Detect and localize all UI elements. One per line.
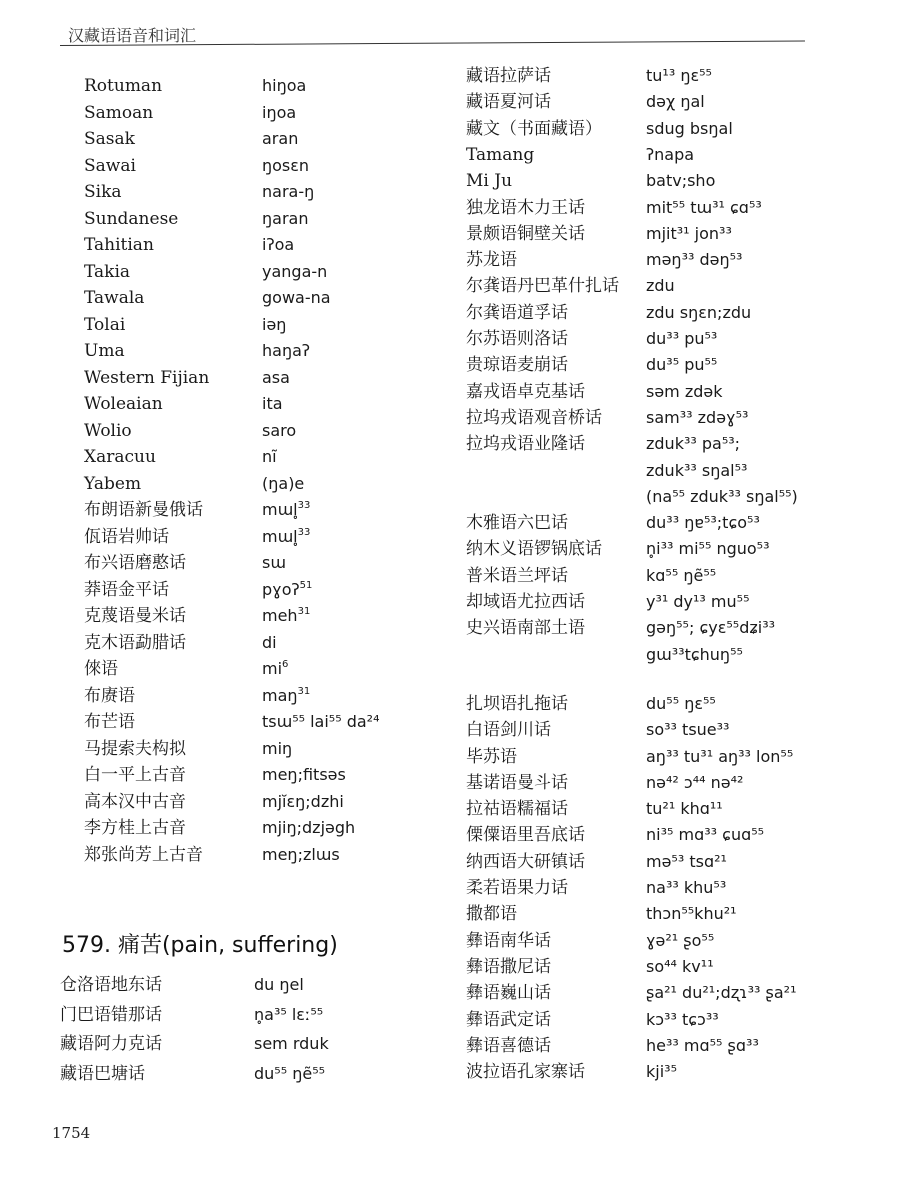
word-form-text: di <box>262 632 277 652</box>
language-name: 彝语南华话 <box>466 930 551 951</box>
word-form <box>646 382 723 402</box>
word-form <box>262 368 290 388</box>
language-name: 李方桂上古音 <box>84 818 186 838</box>
language-name: Mi Ju <box>466 171 513 192</box>
language-name: 拉祜语糯福话 <box>466 799 568 820</box>
language-name: 彝语撒尼话 <box>466 956 551 977</box>
word-form <box>646 645 743 665</box>
word-form-text: mɯl̥ <box>262 500 298 519</box>
word-form-text: batv;sho <box>646 171 716 191</box>
tone-superscript: 33 <box>297 526 311 538</box>
word-form <box>262 500 310 520</box>
word-form-text: so⁴⁴ kv¹¹ <box>646 956 714 976</box>
tone-superscript: 33 <box>297 500 311 511</box>
word-form <box>646 329 717 349</box>
word-form-text: (na⁵⁵ zduk³³ sŋal⁵⁵) <box>646 486 798 506</box>
word-form <box>646 799 723 819</box>
word-form-text: ŋaran <box>262 208 309 228</box>
word-form <box>262 474 304 494</box>
word-form-text: pɣoʔ <box>262 579 300 599</box>
language-name: Sasak <box>84 129 135 149</box>
word-form <box>646 303 751 323</box>
word-form-text: du⁵⁵ ŋɛ⁵⁵ <box>646 693 716 713</box>
word-form-text: meŋ;fitsəs <box>262 765 346 784</box>
word-form-text: aŋ³³ tu³¹ aŋ³³ lon⁵⁵ <box>646 746 794 766</box>
word-form <box>646 983 797 1003</box>
language-name: 布兴语磨憨话 <box>84 553 186 573</box>
word-form-text: sdug bsŋal <box>646 118 733 138</box>
language-name: 藏语夏河话 <box>466 92 551 113</box>
word-form <box>646 198 762 218</box>
word-form-text: du³³ pu⁵³ <box>646 329 718 348</box>
section-heading: 579. 痛苦(pain, suffering) <box>62 933 338 958</box>
word-form <box>262 129 298 149</box>
word-form <box>646 276 675 296</box>
word-form-text: nə⁴² ɔ⁴⁴ nə⁴² <box>646 772 744 792</box>
word-form-text: kji³⁵ <box>646 1062 677 1082</box>
word-form-text: he³³ mɑ⁵⁵ ʂɑ³³ <box>646 1035 759 1055</box>
language-name: 布赓语 <box>84 685 135 706</box>
word-form-text: nara-ŋ <box>262 182 315 201</box>
language-name: 尔苏语则洛话 <box>466 329 568 349</box>
language-name: Tolai <box>84 314 126 335</box>
word-form <box>646 957 714 977</box>
word-form <box>646 720 729 740</box>
language-name: 克蔑语曼米话 <box>84 606 186 626</box>
word-form-text: du ŋel <box>254 975 304 994</box>
language-name: 克木语勐腊话 <box>84 632 186 653</box>
word-form <box>262 686 310 706</box>
word-form <box>646 618 775 638</box>
tone-superscript: 51 <box>299 579 313 591</box>
language-name: 藏文（书面藏语） <box>466 118 602 139</box>
language-name: 藏语巴塘话 <box>60 1063 145 1084</box>
language-name: 布朗语新曼俄话 <box>84 500 203 520</box>
language-name: 白语剑川话 <box>466 720 551 741</box>
language-name: 撒都语 <box>466 904 517 925</box>
language-name: 藏语阿力克话 <box>60 1034 162 1054</box>
word-form-text: thɔn⁵⁵khu²¹ <box>646 904 737 924</box>
word-form-text: sam³³ zdəɣ⁵³ <box>646 407 749 427</box>
language-name: 白一平上古音 <box>84 765 186 785</box>
word-form <box>262 341 310 361</box>
word-form-text: mjit³¹ jon³³ <box>646 223 732 243</box>
word-form-text: zdu <box>646 276 675 296</box>
language-name: 木雅语六巴话 <box>466 513 568 534</box>
language-name: Sika <box>84 182 122 202</box>
word-form-text: mjĭɛŋ;dzhi <box>262 791 344 811</box>
word-form-text: so³³ tsue³³ <box>646 720 730 740</box>
language-name: 门巴语错那话 <box>60 1004 162 1025</box>
word-form-text: iʔoa <box>262 235 295 254</box>
language-name: 彝语喜德话 <box>466 1035 551 1056</box>
language-name: 郑张尚芳上古音 <box>84 844 203 865</box>
word-form-text: miŋ <box>262 738 293 758</box>
word-form <box>254 1064 325 1084</box>
word-form <box>262 792 344 812</box>
word-form <box>646 119 733 139</box>
word-form <box>646 931 714 951</box>
word-form-text: ŋosɛn <box>262 155 310 175</box>
word-form-text: y³¹ dy¹³ mu⁵⁵ <box>646 592 750 611</box>
word-form <box>646 566 716 586</box>
language-name: 傈僳语里吾底话 <box>466 825 585 846</box>
word-form-text: zduk³³ sŋal⁵³ <box>646 460 748 480</box>
language-name: 拉坞戎语业隆话 <box>466 434 585 455</box>
word-form <box>262 818 355 838</box>
word-form <box>262 76 306 96</box>
word-form-text: ʔnapa <box>646 144 695 164</box>
running-header-title: 汉藏语语音和词汇 <box>68 26 197 45</box>
word-form <box>646 1010 719 1030</box>
word-form <box>646 224 732 244</box>
word-form <box>262 447 277 467</box>
language-name: 佤语岩帅话 <box>84 526 169 547</box>
language-name: Tawala <box>84 288 145 308</box>
word-form <box>646 539 770 559</box>
word-form <box>262 209 308 229</box>
word-form <box>646 904 737 924</box>
word-form-text: ɣə²¹ ʂo⁵⁵ <box>646 930 715 950</box>
word-form-text: dəχ ŋal <box>646 92 705 112</box>
language-name: 仓洛语地东话 <box>60 975 162 995</box>
language-name: Rotuman <box>84 76 163 96</box>
word-form <box>262 633 277 653</box>
word-form <box>262 288 331 308</box>
word-form-text: sem rduk <box>254 1034 329 1053</box>
language-name: 波拉语孔家寨话 <box>466 1062 585 1083</box>
word-form-text: hiŋoa <box>262 76 307 95</box>
word-form-text: səm zdək <box>646 381 723 401</box>
word-form-text: haŋaʔ <box>262 341 311 360</box>
word-form <box>262 739 292 759</box>
word-form-text: asa <box>262 367 290 387</box>
word-form <box>646 1062 677 1082</box>
word-form <box>254 975 304 995</box>
language-name: Wolio <box>84 420 132 441</box>
word-form-text: meŋ;zlɯs <box>262 844 340 864</box>
word-form-text: gowa-na <box>262 288 331 307</box>
word-form-text: meh <box>262 606 298 625</box>
word-form-text: mɯl̥ <box>262 526 298 546</box>
word-form-text: yanga-n <box>262 261 328 281</box>
language-name: 纳西语大研镇话 <box>466 851 585 872</box>
language-name: Takia <box>84 261 131 282</box>
word-form-text: maŋ <box>262 685 298 705</box>
word-form <box>262 182 314 202</box>
language-name: 拉坞戎语观音桥话 <box>466 407 602 428</box>
word-form <box>646 1036 759 1056</box>
word-form <box>262 235 294 255</box>
word-form <box>646 487 798 507</box>
word-form-text: n̥i³³ mi⁵⁵ nguo⁵³ <box>646 539 770 559</box>
language-name: 扎坝语扎拖话 <box>466 693 568 714</box>
language-name: 莽语金平话 <box>84 579 169 600</box>
language-name: Sawai <box>84 155 136 176</box>
word-form-text: zduk³³ pa⁵³; <box>646 434 741 454</box>
language-name: 嘉戎语卓克基话 <box>466 381 585 402</box>
language-name: Tamang <box>466 144 535 165</box>
word-form-text: ita <box>262 394 283 413</box>
word-form <box>262 659 288 679</box>
word-form-text: n̥a³⁵ lɛː⁵⁵ <box>254 1004 324 1024</box>
word-form <box>262 421 296 441</box>
language-name: Xaracuu <box>84 447 156 467</box>
word-form <box>262 262 327 282</box>
word-form <box>262 712 380 732</box>
page-number: 1754 <box>52 1124 91 1142</box>
word-form <box>646 592 749 612</box>
word-form <box>646 878 726 898</box>
word-form <box>262 156 309 176</box>
language-name: 藏语拉萨话 <box>466 66 551 86</box>
language-name: 彝语巍山话 <box>466 983 551 1004</box>
word-form-text: mit⁵⁵ tɯ³¹ ɕɑ⁵³ <box>646 197 762 217</box>
word-form <box>262 553 286 573</box>
language-name: 倈语 <box>84 659 118 679</box>
language-name: 却域语尤拉西话 <box>466 592 585 612</box>
word-form-text: tu²¹ khɑ¹¹ <box>646 799 723 819</box>
word-form <box>646 250 742 270</box>
word-form <box>262 527 310 547</box>
tone-superscript: 6 <box>282 659 289 670</box>
word-form-text: du³³ ŋɐ⁵³;tɕo⁵³ <box>646 513 760 533</box>
word-form <box>646 355 717 375</box>
word-form <box>254 1034 329 1054</box>
language-name: 高本汉中古音 <box>84 791 186 812</box>
language-name: 马提索夫构拟 <box>84 738 186 759</box>
word-form <box>262 845 340 865</box>
language-name: 史兴语南部土语 <box>466 618 585 639</box>
language-name: Samoan <box>84 102 154 123</box>
tone-superscript: 31 <box>297 606 311 617</box>
language-name: Woleaian <box>84 394 163 414</box>
word-form <box>646 66 712 86</box>
word-form <box>646 408 748 428</box>
word-form <box>646 513 760 533</box>
language-name: Tahitian <box>84 235 154 255</box>
word-form-text: mjiŋ;dzjəgh <box>262 818 356 837</box>
language-name: 彝语武定话 <box>466 1009 551 1030</box>
word-form-text: tu¹³ ŋɛ⁵⁵ <box>646 66 712 85</box>
word-form <box>646 694 716 714</box>
language-name: 普米语兰坪话 <box>466 565 568 586</box>
word-form-text: saro <box>262 420 297 440</box>
language-name: Uma <box>84 341 125 361</box>
word-form <box>646 145 694 165</box>
word-form <box>646 171 715 191</box>
language-name: 景颇语铜壁关话 <box>466 223 585 244</box>
language-name: 柔若语果力话 <box>466 878 568 898</box>
word-form <box>262 765 346 785</box>
word-form <box>262 315 286 335</box>
word-form-text: gɯ³³tɕhuŋ⁵⁵ <box>646 644 743 664</box>
word-form <box>262 394 283 414</box>
word-form <box>646 461 747 481</box>
word-form-text: kɑ⁵⁵ ŋẽ⁵⁵ <box>646 565 717 585</box>
language-name: 尔龚语丹巴革什扎话 <box>466 276 619 297</box>
word-form-text: (ŋa)e <box>262 473 305 493</box>
word-form-text: du³⁵ pu⁵⁵ <box>646 355 718 375</box>
word-form-text: ni³⁵ mɑ³³ ɕuɑ⁵⁵ <box>646 825 765 845</box>
word-form-text: məŋ³³ dəŋ⁵³ <box>646 250 743 270</box>
word-form <box>254 1005 323 1025</box>
language-name: 苏龙语 <box>466 250 517 271</box>
language-name: 贵琼语麦崩话 <box>466 355 568 376</box>
language-name: Western Fijian <box>84 367 210 388</box>
word-form <box>646 747 793 767</box>
word-form-text: tsɯ⁵⁵ lai⁵⁵ da²⁴ <box>262 712 380 731</box>
word-form <box>262 580 312 600</box>
word-form-text: mi <box>262 659 283 678</box>
word-form <box>646 852 727 872</box>
word-form-text: na³³ khu⁵³ <box>646 878 727 897</box>
language-name: Yabem <box>84 473 142 494</box>
word-form-text: kɔ³³ tɕɔ³³ <box>646 1009 719 1029</box>
word-form-text: aran <box>262 129 299 148</box>
word-form-text: ʂa²¹ du²¹;dʐɿ³³ ʂa²¹ <box>646 983 797 1003</box>
word-form-text: nĩ <box>262 447 277 466</box>
word-form <box>646 434 740 454</box>
word-form-text: mə⁵³ tsɑ²¹ <box>646 851 727 871</box>
language-name: 纳木义语锣锅底话 <box>466 539 602 560</box>
language-name: 毕苏语 <box>466 746 517 767</box>
language-name: Sundanese <box>84 208 179 229</box>
word-form-text: zdu sŋɛn;zdu <box>646 302 752 322</box>
word-form <box>262 606 310 626</box>
word-form-text: gəŋ⁵⁵; ɕyɛ⁵⁵dʑi³³ <box>646 618 776 638</box>
language-name: 布芒语 <box>84 712 135 732</box>
word-form-text: sɯ <box>262 553 286 572</box>
language-name: 独龙语木力王话 <box>466 197 585 218</box>
word-form <box>262 103 296 123</box>
language-name: 尔龚语道孚话 <box>466 302 568 323</box>
word-form <box>646 773 743 793</box>
tone-superscript: 31 <box>297 685 311 697</box>
word-form <box>646 92 705 112</box>
word-form-text: iəŋ <box>262 314 287 334</box>
word-form <box>646 825 764 845</box>
word-form-text: du⁵⁵ ŋẽ⁵⁵ <box>254 1063 326 1083</box>
language-name: 基诺语曼斗话 <box>466 772 568 793</box>
word-form-text: iŋoa <box>262 102 297 122</box>
